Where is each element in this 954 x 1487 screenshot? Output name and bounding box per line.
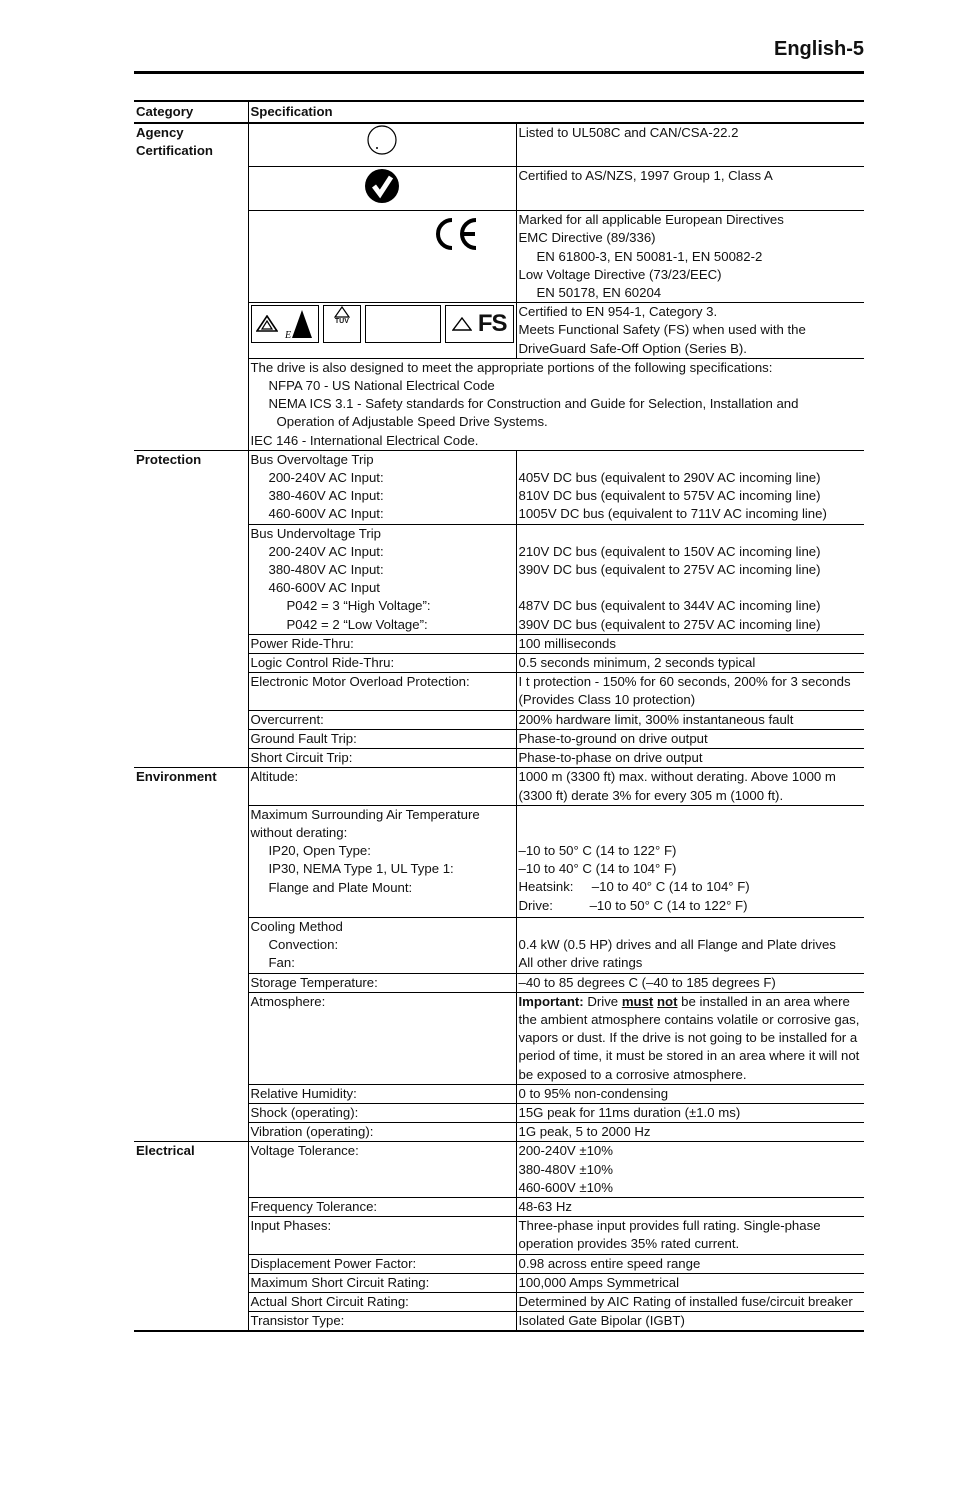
spec-label: Altitude:	[248, 768, 516, 805]
bus-under-values	[516, 524, 864, 634]
spec-value: 487V DC bus (equivalent to 344V AC incoming line)	[518, 598, 821, 614]
ce-line: EN 50178, EN 60204	[536, 285, 662, 301]
spec-label: Actual Short Circuit Rating:	[248, 1292, 516, 1311]
spec-value: 405V DC bus (equivalent to 290V AC incoming line)	[518, 470, 821, 486]
fs-triangle-icon	[452, 317, 472, 331]
spec-label: 460-600V AC Input	[268, 580, 380, 596]
spec-label: Fan:	[268, 955, 295, 971]
spec-label: P042 = 2 “Low Voltage”:	[286, 616, 428, 632]
spec-label: Transistor Type:	[248, 1312, 516, 1332]
spec-value: 0.5 seconds minimum, 2 seconds typical	[516, 654, 864, 673]
bus-under-title: Bus Undervoltage Trip	[250, 525, 381, 541]
spec-value: Drive: –10 to 50° C (14 to 122° F)	[518, 897, 748, 913]
bus-over-title: Bus Overvoltage Trip	[250, 451, 374, 467]
spec-value: 390V DC bus (equivalent to 275V AC incoming line)	[518, 562, 821, 578]
cooling-values	[516, 917, 864, 973]
spec-value: Isolated Gate Bipolar (IGBT)	[516, 1312, 864, 1332]
table-row	[134, 768, 864, 805]
spec-value: –10 to 50° C (14 to 122° F)	[518, 843, 677, 859]
spec-label: without derating:	[250, 824, 348, 840]
fs-logo-cell	[248, 303, 516, 359]
bus-under-labels	[248, 524, 516, 634]
note-line: The drive is also designed to meet the appropriate portions of the following specifications:	[250, 359, 773, 375]
spec-value: 100,000 Amps Symmetrical	[516, 1273, 864, 1292]
top-rule	[134, 71, 864, 74]
cooling-labels	[248, 917, 516, 973]
spec-value: 810V DC bus (equivalent to 575V AC incoming line)	[518, 488, 821, 504]
spec-label: Overcurrent:	[248, 710, 516, 729]
spec-value: Three-phase input provides full rating. Single-phase operation provides 35% rated current.	[516, 1217, 864, 1254]
ce-logo-cell	[248, 211, 516, 303]
spec-value: Phase-to-phase on drive output	[516, 749, 864, 768]
spec-label: 460-600V AC Input:	[268, 506, 384, 522]
spec-value: 15G peak for 11ms duration (±1.0 ms)	[516, 1103, 864, 1122]
spec-label: Input Phases:	[248, 1217, 516, 1254]
ul-logo-cell	[248, 123, 516, 167]
note-line: Operation of Adjustable Speed Drive Systems.	[276, 414, 548, 430]
tuv-text: TÜV	[334, 318, 349, 326]
ce-line: Low Voltage Directive (73/23/EEC)	[518, 266, 722, 282]
spec-value: All other drive ratings	[518, 955, 643, 971]
spec-label: Storage Temperature:	[248, 973, 516, 992]
spec-value: Determined by AIC Rating of installed fuse/circuit breaker	[516, 1292, 864, 1311]
spec-value: 460-600V ±10%	[518, 1179, 613, 1195]
table-row	[134, 123, 864, 167]
warning-triangle-icon	[256, 315, 278, 333]
table-header-row	[134, 101, 864, 123]
spec-value: –10 to 40° C (14 to 104° F)	[518, 861, 677, 877]
spec-label: 380-460V AC Input:	[268, 488, 384, 504]
ce-mark-icon	[432, 215, 482, 253]
spec-label: Short Circuit Trip:	[248, 749, 516, 768]
spec-value: 1005V DC bus (equivalent to 711V AC incoming line)	[518, 506, 827, 522]
svg-text:E: E	[284, 330, 291, 341]
spec-label: Atmosphere:	[248, 992, 516, 1084]
spec-value: 1G peak, 5 to 2000 Hz	[516, 1123, 864, 1142]
air-temp-values	[516, 805, 864, 917]
spec-label: IP30, NEMA Type 1, UL Type 1:	[268, 861, 454, 877]
spec-value: Drive	[583, 993, 622, 1009]
spec-value: Heatsink: –10 to 40° C (14 to 104° F)	[518, 879, 750, 895]
ctick-logo-cell	[248, 167, 516, 211]
spec-label: Maximum Surrounding Air Temperature	[250, 806, 480, 822]
ul-text: Listed to UL508C and CAN/CSA-22.2	[516, 123, 864, 167]
air-temp-labels	[248, 805, 516, 917]
spec-label: Voltage Tolerance:	[248, 1142, 516, 1198]
spec-value: 200% hardware limit, 300% instantaneous fault	[516, 710, 864, 729]
spec-label: Cooling Method	[250, 918, 343, 934]
c-tick-icon	[363, 167, 401, 205]
ul-mark-icon	[366, 124, 398, 156]
spec-value: Phase-to-ground on drive output	[516, 729, 864, 748]
spec-label: Electronic Motor Overload Protection:	[248, 673, 516, 710]
spec-value: be installed in an area where the ambient atmosphere contains volatile or corrosive gas, vapors or dust. If the drive is not going to be installed for a period of time, it must be stored in an area where it will not be exposed to a corrosive atmosphere.	[518, 993, 860, 1082]
spec-label: 380-480V AC Input:	[268, 562, 384, 578]
spec-value: 0.4 kW (0.5 HP) drives and all Flange and Plate drives	[518, 937, 836, 953]
ctick-text: Certified to AS/NZS, 1997 Group 1, Class A	[516, 167, 864, 211]
spec-label: Shock (operating):	[248, 1103, 516, 1122]
spec-value: 48-63 Hz	[516, 1197, 864, 1216]
spec-value: –40 to 85 degrees C (–40 to 185 degrees F)	[516, 973, 864, 992]
spec-value: I t protection - 150% for 60 seconds, 200% for 3 seconds (Provides Class 10 protection)	[516, 673, 864, 710]
header-specification: Specification	[248, 101, 864, 123]
ce-text	[516, 211, 864, 303]
note-line: NFPA 70 - US National Electrical Code	[268, 378, 495, 394]
agency-note	[248, 358, 864, 450]
category-electrical: Electrical	[134, 1142, 248, 1332]
spec-value: 100 milliseconds	[516, 634, 864, 653]
note-line: IEC 146 - International Electrical Code.	[250, 432, 479, 448]
important-label: Important:	[518, 993, 584, 1009]
spec-label: Flange and Plate Mount:	[268, 879, 413, 895]
category-environment: Environment	[134, 768, 248, 1142]
spec-value: 1000 m (3300 ft) max. without derating. Above 1000 m (3300 ft) derate 3% for every 305 m (1000 ft).	[516, 768, 864, 805]
category-protection: Protection	[134, 450, 248, 767]
spec-table	[134, 100, 864, 1332]
header-category: Category	[134, 101, 248, 123]
fs-line: Meets Functional Safety (FS) when used with the	[518, 322, 806, 338]
emphasis-must: must	[621, 993, 654, 1009]
table-row	[134, 450, 864, 524]
hazard-triangle-icon	[284, 308, 314, 340]
spec-value: 200-240V ±10%	[518, 1143, 613, 1159]
bus-over-values	[516, 450, 864, 524]
spec-value: 390V DC bus (equivalent to 275V AC incoming line)	[518, 616, 821, 632]
page-title: English-5	[773, 38, 864, 60]
ce-line: Marked for all applicable European Directives	[518, 212, 784, 228]
spec-value: 380-480V ±10%	[518, 1161, 613, 1177]
spec-label: Logic Control Ride-Thru:	[248, 654, 516, 673]
fs-line: Certified to EN 954-1, Category 3.	[518, 304, 718, 320]
spec-value: 210V DC bus (equivalent to 150V AC incoming line)	[518, 543, 821, 559]
spec-label: Relative Humidity:	[248, 1084, 516, 1103]
spec-label: Maximum Short Circuit Rating:	[248, 1273, 516, 1292]
ce-line: EMC Directive (89/336)	[518, 230, 656, 246]
emphasis-not: not	[657, 993, 678, 1009]
fs-logo-text: FS	[477, 310, 507, 338]
fs-text	[516, 303, 864, 359]
note-line: NEMA ICS 3.1 - Safety standards for Construction and Guide for Selection, Installation and	[268, 396, 799, 412]
spec-label: Convection:	[268, 937, 339, 953]
table-row	[134, 1142, 864, 1198]
fs-logo	[445, 305, 514, 343]
bus-over-labels	[248, 450, 516, 524]
spec-label: Vibration (operating):	[248, 1123, 516, 1142]
category-agency: Agency Certification	[134, 123, 248, 450]
spec-label: Power Ride-Thru:	[248, 634, 516, 653]
warning-logo	[251, 305, 319, 343]
spec-label: IP20, Open Type:	[268, 843, 371, 859]
spec-label: Frequency Tolerance:	[248, 1197, 516, 1216]
tuv-logo	[323, 305, 362, 343]
ce-line: EN 61800-3, EN 50081-1, EN 50082-2	[536, 248, 763, 264]
blank-logo-box	[365, 305, 441, 343]
spec-label: 200-240V AC Input:	[268, 543, 384, 559]
atmosphere-value	[516, 992, 864, 1084]
spec-value: 0.98 across entire speed range	[516, 1254, 864, 1273]
spec-label: Displacement Power Factor:	[248, 1254, 516, 1273]
tuv-triangle-icon	[334, 306, 350, 318]
spec-label: Ground Fault Trip:	[248, 729, 516, 748]
fs-line: DriveGuard Safe-Off Option (Series B).	[518, 340, 747, 356]
spec-value: 0 to 95% non-condensing	[516, 1084, 864, 1103]
voltage-values	[516, 1142, 864, 1198]
spec-label: P042 = 3 “High Voltage”:	[286, 598, 431, 614]
spec-label: 200-240V AC Input:	[268, 470, 384, 486]
